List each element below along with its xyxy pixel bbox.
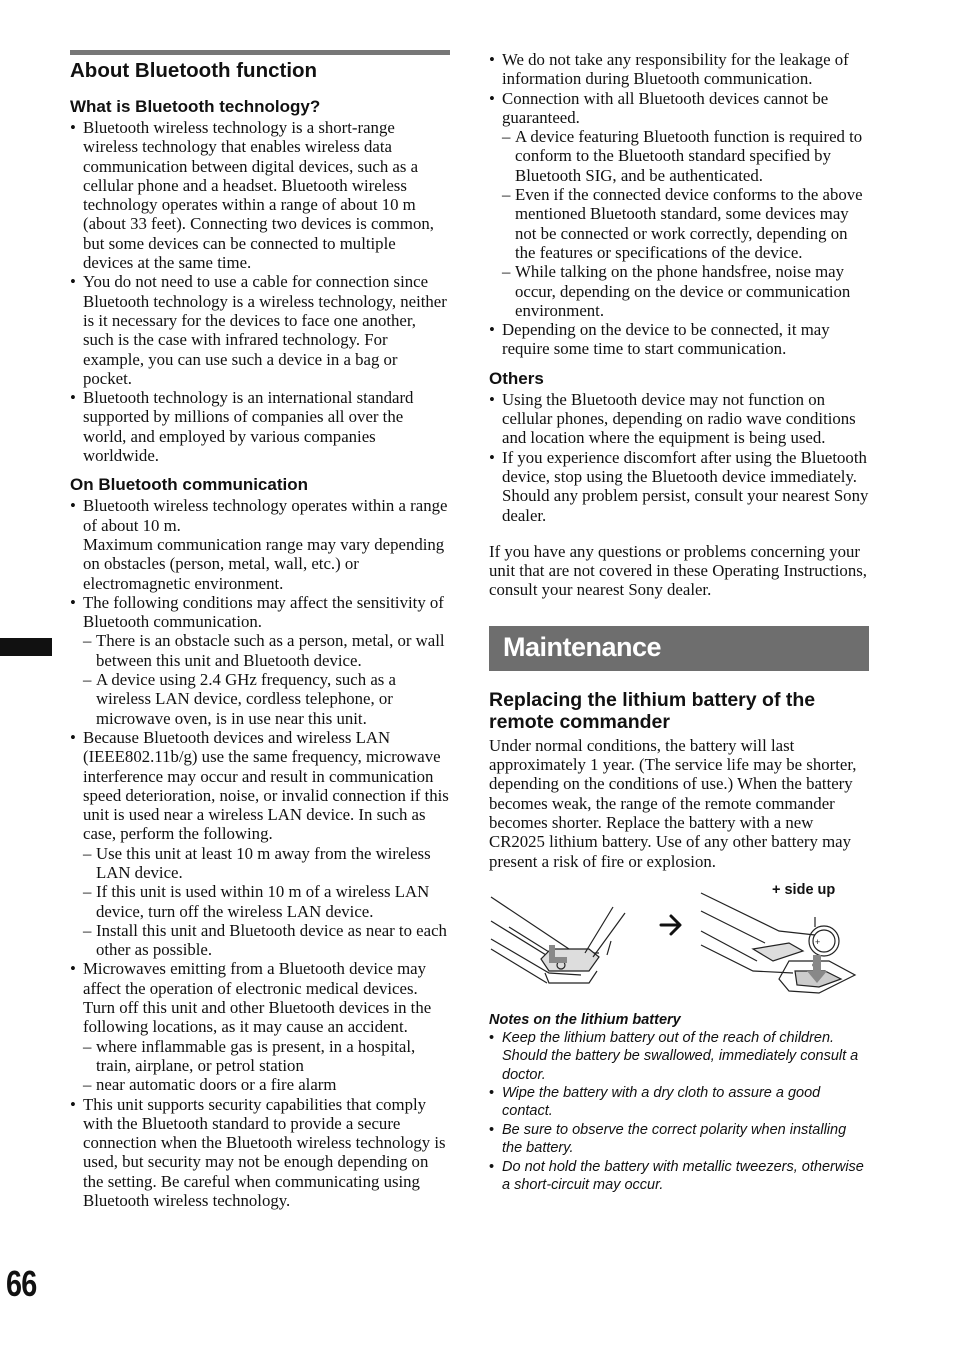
- note-item: • Be sure to observe the correct polarity when installing the battery.: [489, 1121, 869, 1158]
- continued-list: [489, 50, 869, 359]
- notes-title: Notes on the lithium battery: [489, 1011, 681, 1028]
- list-item: [489, 89, 869, 321]
- battery-illustration-svg: [489, 891, 869, 1011]
- page-number: 66: [6, 1263, 37, 1304]
- list-item: [70, 593, 450, 728]
- list-item: • We do not take any responsibility for the leakage of information during Bluetooth communication.: [489, 50, 869, 89]
- side-up-label: + side up: [772, 881, 836, 898]
- dash-item: – near automatic doors or a fire alarm: [83, 1075, 450, 1094]
- section-rule: [70, 50, 450, 55]
- notes-list: [489, 1029, 869, 1195]
- list-item: • Bluetooth technology is an international standard supported by millions of companies all over the world, and employed by various companies worldwide.: [70, 388, 450, 465]
- on-comm-heading: On Bluetooth communication: [70, 475, 308, 495]
- list-item-text: • Bluetooth wireless technology operates within a range of about 10 m.: [83, 496, 448, 535]
- others-heading: Others: [489, 368, 544, 388]
- left-column: [70, 50, 450, 1210]
- list-item: • If you experience discomfort after using the Bluetooth device, stop using the Bluetooth device immediately. Should any problem persist, consult your nearest Sony dealer.: [489, 448, 869, 525]
- maintenance-title: Maintenance: [489, 626, 869, 671]
- others-list: [489, 390, 869, 525]
- chapter-tab-marker: [0, 638, 52, 656]
- list-item-text: • Connection with all Bluetooth devices cannot be guaranteed.: [502, 88, 829, 127]
- dash-list: [83, 1037, 450, 1095]
- list-item: [70, 959, 450, 1094]
- svg-text:+: +: [815, 936, 821, 947]
- dash-item: – A device using 2.4 GHz frequency, such as a wireless LAN device, cordless telephone, or microwave oven, is in use near this unit.: [83, 670, 450, 728]
- dash-item: – While talking on the phone handsfree, noise may occur, depending on the device or communication environment.: [502, 262, 869, 320]
- closing-paragraph: If you have any questions or problems concerning your unit that are not covered in these Operating Instructions, consult your nearest Sony dealer.: [489, 541, 867, 600]
- what-is-heading: What is Bluetooth technology?: [70, 97, 321, 116]
- dash-list: [83, 631, 450, 727]
- right-column: [489, 50, 869, 1194]
- dash-item: – Use this unit at least 10 m away from the wireless LAN device.: [83, 844, 450, 883]
- battery-replacement-illustration: [489, 881, 869, 1011]
- arrow-right-icon: [661, 916, 680, 934]
- dash-list: [83, 844, 450, 960]
- note-item: • Wipe the battery with a dry cloth to assure a good contact.: [489, 1084, 869, 1121]
- list-item: [70, 728, 450, 960]
- dash-item: – There is an obstacle such as a person, metal, or wall between this unit and Bluetooth device.: [83, 631, 450, 670]
- what-is-list: [70, 118, 450, 465]
- dash-item: – where inflammable gas is present, in a hospital, train, airplane, or petrol station: [83, 1037, 450, 1076]
- list-item-text: • The following conditions may affect the sensitivity of Bluetooth communication.: [83, 592, 444, 632]
- dash-item: – Install this unit and Bluetooth device as near to each other as possible.: [83, 921, 450, 960]
- list-item-text: • Microwaves emitting from a Bluetooth device may affect the operation of electronic medical devices. Turn off this unit and other Bluetooth devices in the following locations, as it may cause an accident.: [83, 959, 432, 1037]
- list-item: • This unit supports security capabilities that comply with the Bluetooth standard to provide a secure connection when the Bluetooth wireless technology is used, but security may not be enough depending on the setting. Be careful when communicating using Bluetooth wireless technology.: [70, 1095, 450, 1211]
- list-item: • Using the Bluetooth device may not function on cellular phones, depending on radio wave conditions and location where the equipment is being used.: [489, 390, 869, 448]
- list-item: • You do not need to use a cable for connection since Bluetooth technology is a wireless technology, neither is it necessary for the devices to face one another, such is the case with infrared technology. For example, you can use such a device in a bag or pocket.: [70, 272, 450, 388]
- note-item: • Keep the lithium battery out of the reach of children. Should the battery be swallowed, immediately consult a doctor.: [489, 1029, 869, 1084]
- list-item: [70, 496, 450, 592]
- section-title: About Bluetooth function: [70, 59, 318, 82]
- replacing-battery-body: Under normal conditions, the battery will last approximately 1 year. (The service life may be shorter, depending on the conditions of use.) When the battery becomes weak, the range of the remote commander becomes shorter. Replace the battery with a new CR2025 lithium battery. Use of any other battery may present a risk of fire or explosion.: [489, 735, 857, 871]
- dash-list: [502, 127, 869, 320]
- dash-item: – Even if the connected device conforms to the above mentioned Bluetooth standard, some devices may not be connected or work correctly, depending on the features or specifications of the device.: [502, 185, 869, 262]
- note-item: • Do not hold the battery with metallic tweezers, otherwise a short-circuit may occur.: [489, 1158, 869, 1195]
- dash-item: – If this unit is used within 10 m of a wireless LAN device, turn off the wireless LAN device.: [83, 882, 450, 921]
- on-comm-list: [70, 496, 450, 1210]
- list-item-continuation: Maximum communication range may vary depending on obstacles (person, metal, wall, etc.) or electromagnetic environment.: [83, 534, 445, 593]
- list-item: • Bluetooth wireless technology is a short-range wireless technology that enables wireless data communication between digital devices, such as a cellular phone and a headset. Bluetooth wireless technology operates within a range of about 10 m (about 33 feet). Connecting two devices is common, but some devices can be connected to multiple devices at the same time.: [70, 118, 450, 272]
- list-item-text: • Because Bluetooth devices and wireless LAN (IEEE802.11b/g) use the same frequency, microwave interference may occur and result in communication speed deterioration, noise, or invalid connection if this unit is used near a wireless LAN device. In such as case, perform the following.: [83, 727, 449, 844]
- list-item: • Depending on the device to be connected, it may require some time to start communication.: [489, 320, 869, 359]
- dash-item: – A device featuring Bluetooth function is required to conform to the Bluetooth standard specified by Bluetooth SIG, and be authenticated.: [502, 127, 869, 185]
- replacing-battery-heading: Replacing the lithium battery of the remote commander: [489, 688, 816, 733]
